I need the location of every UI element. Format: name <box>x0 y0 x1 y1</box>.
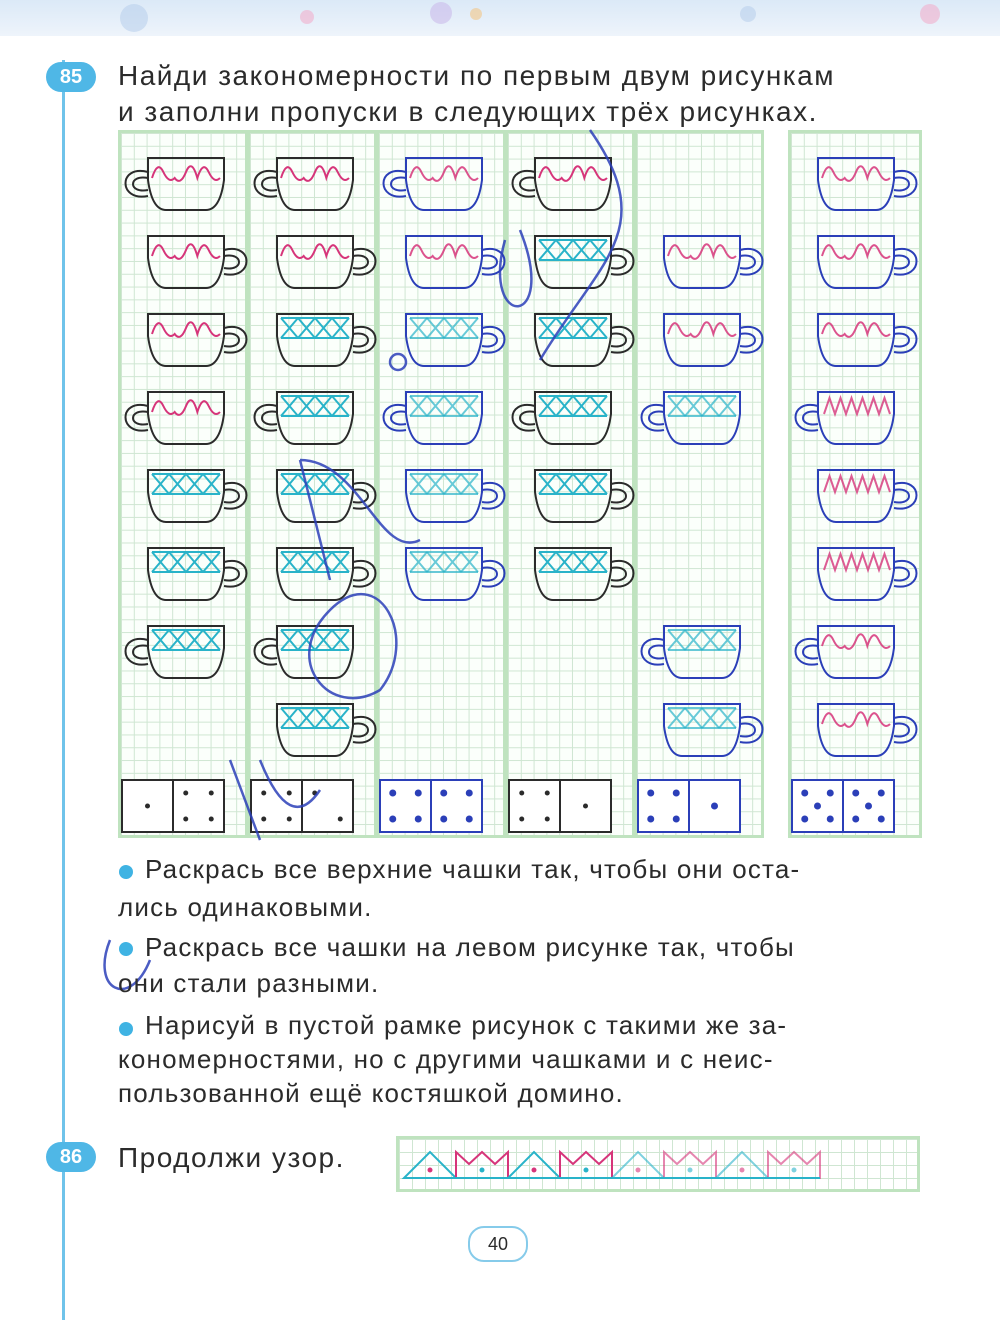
bullet-2-line-2: они стали разными. <box>118 968 380 998</box>
bullet-3-line-3: пользованной ещё костяшкой домино. <box>118 1078 624 1108</box>
pattern-figures <box>404 1152 820 1178</box>
bullet-3-line-2: кономерностями, но с другими чашками и с неис- <box>118 1044 774 1074</box>
bullet-3-line-1: Нарисуй в пустой рамке рисунок с такими же за- <box>145 1010 788 1040</box>
task-number-badge: 85 <box>46 62 96 92</box>
task-number-badge-86: 86 <box>46 1142 96 1172</box>
task-heading-line-2: и заполни пропуски в следующих трёх рисунках. <box>118 96 818 127</box>
page-number: 40 <box>468 1226 528 1262</box>
task-heading-line-1: Найди закономерности по первым двум рисункам <box>118 60 835 91</box>
bullet-2-line-1: Раскрась все чашки на левом рисунке так, чтобы <box>145 932 795 962</box>
bullet-1-line-1: Раскрась все верхние чашки так, чтобы они оста- <box>145 854 801 884</box>
bullet-1-line-2: лись одинаковыми. <box>118 892 373 922</box>
task-86-text: Продолжи узор. <box>118 1142 345 1173</box>
